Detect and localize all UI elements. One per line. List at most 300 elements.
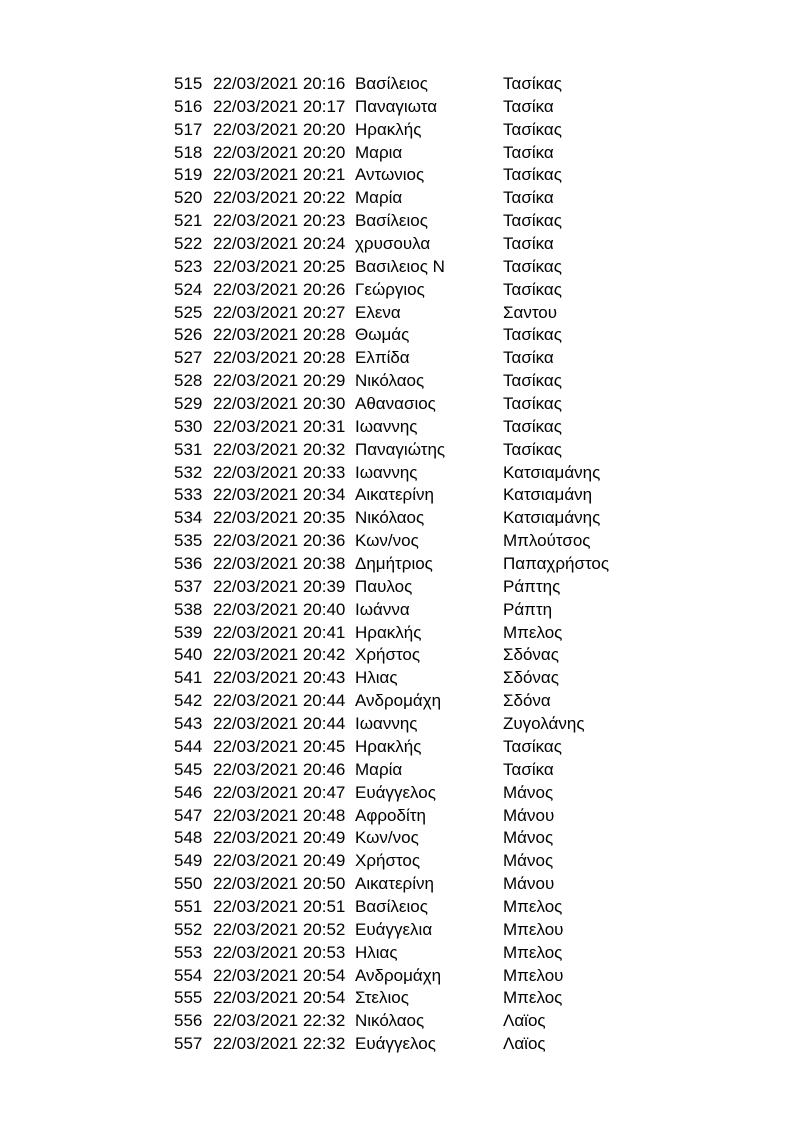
- row-date: 22/03/2021: [213, 211, 299, 231]
- table-row: [174, 622, 774, 645]
- row-date: 22/03/2021: [213, 531, 299, 551]
- row-datetime: [213, 119, 355, 142]
- row-first-name: Ηλιας: [355, 668, 398, 688]
- table-row: [174, 942, 774, 965]
- row-datetime: [213, 576, 355, 599]
- row-last-name: Σαντου: [503, 302, 558, 322]
- row-first-name: Ευάγγελος: [355, 782, 436, 802]
- row-number: 534: [174, 508, 203, 528]
- row-time: 20:44: [302, 714, 346, 734]
- table-row: [174, 96, 774, 119]
- row-date: 22/03/2021: [213, 851, 299, 871]
- row-datetime: [213, 965, 355, 988]
- row-last-name: Τασίκα: [503, 188, 554, 208]
- row-date: 22/03/2021: [213, 74, 299, 93]
- row-date: 22/03/2021: [213, 1034, 299, 1054]
- row-date: 22/03/2021: [213, 348, 299, 368]
- row-first-name: Αφροδίτη: [355, 805, 426, 825]
- row-number: 529: [174, 394, 203, 414]
- row-time: 20:36: [302, 531, 346, 551]
- row-date: 22/03/2021: [213, 119, 299, 139]
- row-datetime: [213, 873, 355, 896]
- row-time: 20:53: [302, 942, 346, 962]
- row-number: 519: [174, 165, 203, 185]
- row-date: 22/03/2021: [213, 988, 299, 1008]
- table-row: [174, 279, 774, 302]
- row-first-name: Αντωνιος: [355, 165, 425, 185]
- row-number: 542: [174, 691, 203, 711]
- row-last-name: Σδόνας: [503, 668, 559, 688]
- row-date: 22/03/2021: [213, 805, 299, 825]
- row-last-name: Λαϊος: [503, 1034, 546, 1054]
- row-first-name: Βασίλειος: [355, 896, 428, 916]
- row-first-name: Ευάγγελια: [355, 919, 433, 939]
- row-time: 20:35: [302, 508, 346, 528]
- row-datetime: [213, 987, 355, 1010]
- row-last-name: Τασίκα: [503, 348, 554, 368]
- row-datetime: [213, 850, 355, 873]
- row-datetime: [213, 484, 355, 507]
- row-number: 535: [174, 531, 203, 551]
- row-number: 536: [174, 554, 203, 574]
- row-datetime: [213, 622, 355, 645]
- row-number: 554: [174, 965, 203, 985]
- row-first-name: χρυσουλα: [355, 234, 431, 254]
- row-date: 22/03/2021: [213, 416, 299, 436]
- row-datetime: [213, 210, 355, 233]
- row-last-name: Τασίκα: [503, 96, 554, 116]
- row-datetime: [213, 164, 355, 187]
- row-first-name: Μαρια: [355, 142, 403, 162]
- row-datetime: [213, 439, 355, 462]
- row-time: 20:29: [302, 371, 346, 391]
- row-number: 550: [174, 874, 203, 894]
- row-number: 523: [174, 256, 203, 276]
- table-row: [174, 896, 774, 919]
- row-time: 20:28: [302, 348, 346, 368]
- table-row: [174, 164, 774, 187]
- row-first-name: Ανδρομάχη: [355, 691, 442, 711]
- table-row: [174, 919, 774, 942]
- row-datetime: [213, 370, 355, 393]
- row-last-name: Τασίκας: [503, 74, 562, 93]
- row-first-name: Ελενα: [355, 302, 401, 322]
- row-time: 20:41: [302, 622, 346, 642]
- row-number: 526: [174, 325, 203, 345]
- row-first-name: Αικατερίνη: [355, 485, 434, 505]
- row-date: 22/03/2021: [213, 142, 299, 162]
- table-row: [174, 187, 774, 210]
- row-datetime: [213, 96, 355, 119]
- row-date: 22/03/2021: [213, 508, 299, 528]
- row-datetime: [213, 256, 355, 279]
- row-number: 545: [174, 759, 203, 779]
- row-datetime: [213, 919, 355, 942]
- row-number: 520: [174, 188, 203, 208]
- row-last-name: Τασίκας: [503, 394, 562, 414]
- row-date: 22/03/2021: [213, 714, 299, 734]
- row-number: 543: [174, 714, 203, 734]
- row-first-name: Ανδρομάχη: [355, 965, 442, 985]
- row-date: 22/03/2021: [213, 874, 299, 894]
- row-last-name: Τασίκας: [503, 325, 562, 345]
- row-last-name: Μπελος: [503, 896, 563, 916]
- row-date: 22/03/2021: [213, 576, 299, 596]
- row-first-name: Ηρακλής: [355, 736, 422, 756]
- table-row: [174, 805, 774, 828]
- row-number: 516: [174, 96, 203, 116]
- row-last-name: Τασίκας: [503, 371, 562, 391]
- table-row: [174, 233, 774, 256]
- row-datetime: [213, 347, 355, 370]
- row-date: 22/03/2021: [213, 165, 299, 185]
- row-first-name: Χρήστος: [355, 851, 421, 871]
- table-row: [174, 873, 774, 896]
- row-number: 515: [174, 74, 203, 93]
- row-date: 22/03/2021: [213, 371, 299, 391]
- row-date: 22/03/2021: [213, 896, 299, 916]
- table-row: [174, 439, 774, 462]
- row-time: 20:45: [302, 736, 346, 756]
- row-datetime: [213, 507, 355, 530]
- row-last-name: Τασίκα: [503, 142, 554, 162]
- row-time: 20:40: [302, 599, 346, 619]
- row-date: 22/03/2021: [213, 256, 299, 276]
- table-row: [174, 736, 774, 759]
- row-time: 20:24: [302, 234, 346, 254]
- row-first-name: Βασιλειος Ν: [355, 256, 445, 276]
- row-number: 517: [174, 119, 203, 139]
- row-number: 555: [174, 988, 203, 1008]
- table-row: [174, 73, 774, 96]
- table-row: [174, 484, 774, 507]
- row-date: 22/03/2021: [213, 668, 299, 688]
- row-last-name: Τασίκας: [503, 165, 562, 185]
- row-first-name: Παναγιώτης: [355, 439, 446, 459]
- row-number: 552: [174, 919, 203, 939]
- row-time: 20:34: [302, 485, 346, 505]
- row-date: 22/03/2021: [213, 234, 299, 254]
- row-first-name: Στελιος: [355, 988, 409, 1008]
- row-number: 527: [174, 348, 203, 368]
- table-row: [174, 759, 774, 782]
- row-number: 530: [174, 416, 203, 436]
- row-datetime: [213, 553, 355, 576]
- row-date: 22/03/2021: [213, 691, 299, 711]
- row-time: 22:32: [302, 1034, 346, 1054]
- row-datetime: [213, 233, 355, 256]
- row-time: 20:51: [302, 896, 346, 916]
- row-number: 544: [174, 736, 203, 756]
- row-last-name: Παπαχρήστος: [503, 554, 610, 574]
- row-number: 553: [174, 942, 203, 962]
- row-datetime: [213, 1010, 355, 1033]
- row-number: 541: [174, 668, 203, 688]
- row-date: 22/03/2021: [213, 965, 299, 985]
- row-last-name: Τασίκας: [503, 439, 562, 459]
- row-last-name: Σδόνα: [503, 691, 551, 711]
- row-last-name: Μπελου: [503, 919, 564, 939]
- row-number: 538: [174, 599, 203, 619]
- table-row: [174, 667, 774, 690]
- table-row: [174, 850, 774, 873]
- row-time: 20:17: [302, 96, 346, 116]
- row-time: 20:54: [302, 988, 346, 1008]
- row-last-name: Μπελου: [503, 965, 564, 985]
- row-time: 20:21: [302, 165, 346, 185]
- row-time: 20:54: [302, 965, 346, 985]
- row-last-name: Τασίκα: [503, 234, 554, 254]
- row-time: 20:30: [302, 394, 346, 414]
- row-time: 20:23: [302, 211, 346, 231]
- row-time: 20:46: [302, 759, 346, 779]
- row-first-name: Ιωαννης: [355, 462, 418, 482]
- row-first-name: Κων/νος: [355, 828, 419, 848]
- row-last-name: Μάνος: [503, 851, 554, 871]
- row-first-name: Μαρία: [355, 759, 403, 779]
- row-first-name: Νικόλαος: [355, 508, 425, 528]
- row-last-name: Τασίκας: [503, 256, 562, 276]
- row-first-name: Ιωαννης: [355, 714, 418, 734]
- row-datetime: [213, 599, 355, 622]
- row-first-name: Δημήτριος: [355, 554, 433, 574]
- row-date: 22/03/2021: [213, 439, 299, 459]
- row-number: 521: [174, 211, 203, 231]
- row-date: 22/03/2021: [213, 919, 299, 939]
- row-datetime: [213, 1033, 355, 1056]
- row-time: 20:49: [302, 851, 346, 871]
- row-time: 20:44: [302, 691, 346, 711]
- row-last-name: Μπελος: [503, 622, 563, 642]
- table-row: [174, 599, 774, 622]
- row-time: 20:50: [302, 874, 346, 894]
- table-row: [174, 370, 774, 393]
- table-row: [174, 210, 774, 233]
- row-date: 22/03/2021: [213, 782, 299, 802]
- row-number: 524: [174, 279, 203, 299]
- row-date: 22/03/2021: [213, 645, 299, 665]
- table-row: [174, 1033, 774, 1056]
- row-date: 22/03/2021: [213, 599, 299, 619]
- row-date: 22/03/2021: [213, 188, 299, 208]
- row-date: 22/03/2021: [213, 462, 299, 482]
- row-time: 20:20: [302, 142, 346, 162]
- table-row: [174, 302, 774, 325]
- row-datetime: [213, 827, 355, 850]
- row-first-name: Ελπίδα: [355, 348, 410, 368]
- row-last-name: Κατσιαμάνης: [503, 508, 601, 528]
- row-last-name: Ζυγολάνης: [503, 714, 585, 734]
- table-row: [174, 782, 774, 805]
- row-first-name: Χρήστος: [355, 645, 421, 665]
- row-number: 537: [174, 576, 203, 596]
- row-datetime: [213, 759, 355, 782]
- row-number: 549: [174, 851, 203, 871]
- row-first-name: Θωμάς: [355, 325, 410, 345]
- table-row: [174, 416, 774, 439]
- row-date: 22/03/2021: [213, 96, 299, 116]
- table-row: [174, 553, 774, 576]
- row-last-name: Μάνος: [503, 782, 554, 802]
- table-row: [174, 644, 774, 667]
- row-first-name: Ηρακλής: [355, 119, 422, 139]
- row-time: 20:49: [302, 828, 346, 848]
- row-number: 556: [174, 1011, 203, 1031]
- row-last-name: Μάνος: [503, 828, 554, 848]
- row-time: 20:27: [302, 302, 346, 322]
- row-last-name: Σδόνας: [503, 645, 559, 665]
- row-number: 531: [174, 439, 203, 459]
- row-number: 525: [174, 302, 203, 322]
- row-datetime: [213, 896, 355, 919]
- table-row: [174, 827, 774, 850]
- row-date: 22/03/2021: [213, 759, 299, 779]
- table-row: [174, 965, 774, 988]
- row-first-name: Βασίλειος: [355, 211, 428, 231]
- row-first-name: Παναγιωτα: [355, 96, 438, 116]
- row-first-name: Αθανασιος: [355, 394, 436, 414]
- row-number: 540: [174, 645, 203, 665]
- row-number: 528: [174, 371, 203, 391]
- row-date: 22/03/2021: [213, 485, 299, 505]
- row-number: 522: [174, 234, 203, 254]
- row-time: 20:38: [302, 554, 346, 574]
- table-row: [174, 576, 774, 599]
- row-first-name: Μαρία: [355, 188, 403, 208]
- table-row: [174, 987, 774, 1010]
- row-first-name: Παυλος: [355, 576, 413, 596]
- row-datetime: [213, 713, 355, 736]
- row-time: 20:25: [302, 256, 346, 276]
- row-time: 20:47: [302, 782, 346, 802]
- table-row: [174, 256, 774, 279]
- row-time: 20:26: [302, 279, 346, 299]
- row-date: 22/03/2021: [213, 394, 299, 414]
- row-date: 22/03/2021: [213, 325, 299, 345]
- row-date: 22/03/2021: [213, 942, 299, 962]
- table-row: [174, 530, 774, 553]
- row-datetime: [213, 667, 355, 690]
- row-first-name: Ηλιας: [355, 942, 398, 962]
- row-date: 22/03/2021: [213, 554, 299, 574]
- row-datetime: [213, 393, 355, 416]
- row-time: 20:42: [302, 645, 346, 665]
- row-first-name: Νικόλαος: [355, 1011, 425, 1031]
- row-time: 20:33: [302, 462, 346, 482]
- row-date: 22/03/2021: [213, 1011, 299, 1031]
- table-row: [174, 1010, 774, 1033]
- row-time: 20:39: [302, 576, 346, 596]
- row-last-name: Ράπτης: [503, 576, 561, 596]
- row-date: 22/03/2021: [213, 622, 299, 642]
- row-first-name: Νικόλαος: [355, 371, 425, 391]
- row-datetime: [213, 73, 355, 96]
- row-datetime: [213, 302, 355, 325]
- row-last-name: Κατσιαμάνη: [503, 485, 593, 505]
- row-date: 22/03/2021: [213, 828, 299, 848]
- row-datetime: [213, 690, 355, 713]
- row-datetime: [213, 187, 355, 210]
- row-datetime: [213, 782, 355, 805]
- signature-list: [174, 73, 774, 1056]
- table-row: [174, 713, 774, 736]
- row-datetime: [213, 142, 355, 165]
- row-first-name: Αικατερίνη: [355, 874, 434, 894]
- row-last-name: Μάνου: [503, 874, 555, 894]
- row-datetime: [213, 942, 355, 965]
- row-last-name: Τασίκας: [503, 416, 562, 436]
- row-number: 547: [174, 805, 203, 825]
- row-last-name: Ράπτη: [503, 599, 553, 619]
- row-number: 539: [174, 622, 203, 642]
- row-first-name: Ηρακλής: [355, 622, 422, 642]
- row-first-name: Γεώργιος: [355, 279, 425, 299]
- row-last-name: Τασίκας: [503, 119, 562, 139]
- row-time: 20:22: [302, 188, 346, 208]
- table-row: [174, 393, 774, 416]
- row-last-name: Τασίκα: [503, 759, 554, 779]
- row-last-name: Λαϊος: [503, 1011, 546, 1031]
- row-datetime: [213, 805, 355, 828]
- row-first-name: Ευάγγελος: [355, 1034, 436, 1054]
- row-datetime: [213, 462, 355, 485]
- row-first-name: Κων/νος: [355, 531, 419, 551]
- table-row: [174, 142, 774, 165]
- row-date: 22/03/2021: [213, 736, 299, 756]
- row-last-name: Μάνου: [503, 805, 555, 825]
- row-time: 20:43: [302, 668, 346, 688]
- row-time: 22:32: [302, 1011, 346, 1031]
- row-last-name: Τασίκας: [503, 279, 562, 299]
- row-time: 20:31: [302, 416, 346, 436]
- row-number: 557: [174, 1034, 203, 1054]
- row-last-name: Τασίκας: [503, 211, 562, 231]
- row-last-name: Μπλούτσος: [503, 531, 591, 551]
- row-time: 20:16: [302, 74, 346, 93]
- row-number: 551: [174, 896, 203, 916]
- row-number: 533: [174, 485, 203, 505]
- row-time: 20:52: [302, 919, 346, 939]
- row-time: 20:48: [302, 805, 346, 825]
- row-datetime: [213, 279, 355, 302]
- row-date: 22/03/2021: [213, 302, 299, 322]
- row-datetime: [213, 644, 355, 667]
- row-number: 518: [174, 142, 203, 162]
- row-number: 532: [174, 462, 203, 482]
- row-number: 548: [174, 828, 203, 848]
- row-time: 20:20: [302, 119, 346, 139]
- table-row: [174, 462, 774, 485]
- row-number: 546: [174, 782, 203, 802]
- row-last-name: Κατσιαμάνης: [503, 462, 601, 482]
- row-datetime: [213, 416, 355, 439]
- row-first-name: Βασίλειος: [355, 74, 428, 93]
- row-datetime: [213, 324, 355, 347]
- table-row: [174, 690, 774, 713]
- row-last-name: Μπελος: [503, 988, 563, 1008]
- table-row: [174, 324, 774, 347]
- row-time: 20:32: [302, 439, 346, 459]
- table-row: [174, 347, 774, 370]
- table-row: [174, 119, 774, 142]
- row-last-name: Τασίκας: [503, 736, 562, 756]
- row-first-name: Ιωάννα: [355, 599, 410, 619]
- row-datetime: [213, 736, 355, 759]
- row-last-name: Μπελος: [503, 942, 563, 962]
- table-row: [174, 507, 774, 530]
- row-datetime: [213, 530, 355, 553]
- row-time: 20:28: [302, 325, 346, 345]
